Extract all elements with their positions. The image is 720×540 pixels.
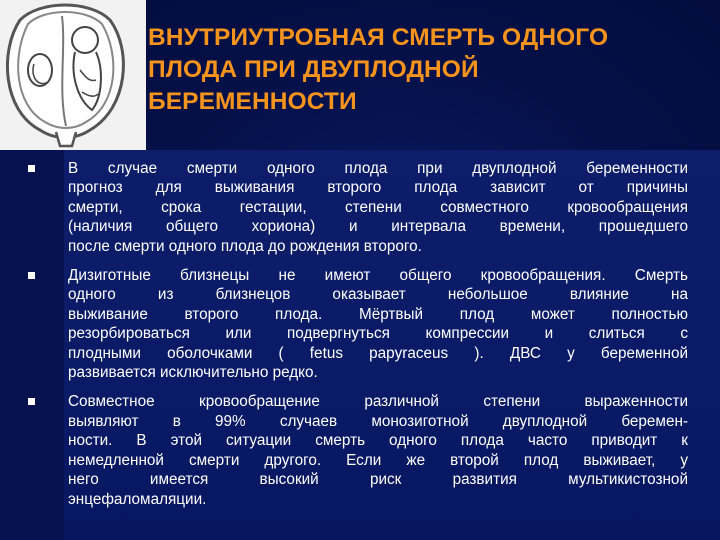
bullet-text-line: немедленной смерти другого. Если же второй плод выживает, у (68, 451, 688, 469)
bullet-text-line: прогноз для выживания второго плода зависит от причины (68, 179, 688, 197)
bullet-text-line: энцефаломаляции. (68, 490, 207, 508)
bullet-text-line: после смерти одного плода до рождения второго. (68, 237, 422, 255)
bullet-text-line: Дизиготные близнецы не имеют общего кровообращения. Смерть (68, 267, 688, 285)
bullet-text-line: выживание второго плода. Мёртвый плод может полностью (68, 305, 688, 323)
square-bullet-icon (28, 398, 35, 405)
bullet-text-line: В случае смерти одного плода при двуплодной беременности (68, 160, 688, 177)
bullet-text-line: смерти, срока гестации, степени совместного кровообращения (68, 198, 688, 216)
title-line: БЕРЕМЕННОСТИ (148, 88, 357, 115)
title-line: ПЛОДА ПРИ ДВУПЛОДНОЙ (148, 56, 479, 83)
bullet-item (28, 159, 688, 256)
slide-title (148, 22, 708, 118)
bullet-text-line: (наличия общего хориона) и интервала времени, прошедшего (68, 218, 688, 236)
square-bullet-icon (28, 165, 35, 172)
bullet-text-line: выявляют в 99% случаев монозиготной двуплодной беремен- (68, 412, 688, 430)
bullet-text-line: одного из близнецов оказывает небольшое влияние на (68, 286, 688, 304)
bullet-text-line: развивается исключительно редко. (68, 364, 318, 382)
bullet-text-line: него имеется высокий риск развития мультикистозной (68, 471, 688, 489)
bullet-text-line: плодными оболочками ( fetus papyraceus ). ДВС у беременной (68, 344, 688, 362)
square-bullet-icon (28, 272, 35, 279)
bullet-text-line: резорбироваться или подвергнуться компрессии и слиться с (68, 325, 688, 343)
title-line: ВНУТРИУТРОБНАЯ СМЕРТЬ ОДНОГО (148, 24, 609, 51)
bullet-list (28, 159, 688, 519)
twin-pregnancy-illustration (0, 0, 146, 150)
bullet-text-line: ности. В этой ситуации смерть одного плода часто приводит к (68, 432, 688, 450)
bullet-item (28, 392, 688, 508)
bullet-item (28, 266, 688, 382)
bullet-text-line: Совместное кровообращение различной степени выраженности (68, 393, 688, 411)
